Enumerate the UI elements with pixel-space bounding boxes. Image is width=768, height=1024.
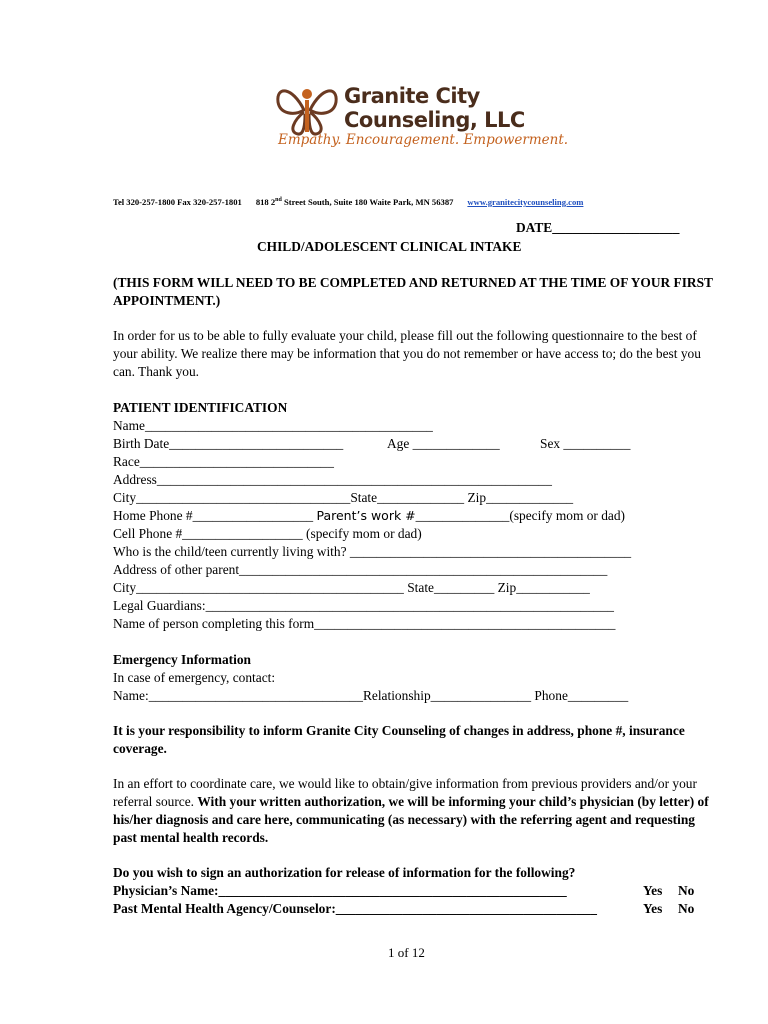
emergency-contact-field[interactable]: Name:________________________________Relationship_______________ Phone_________ [113,688,629,703]
tel-fax: Tel 320-257-1800 Fax 320-257-1801 [113,197,242,207]
page-number: 1 of 12 [388,945,425,960]
sex-field[interactable]: Sex __________ [540,436,631,451]
company-logo [272,74,569,164]
patient-name-field[interactable]: Name___________________________________________ [113,418,433,433]
logo-line-1: Granite City [344,84,480,108]
race-field[interactable]: Race_____________________________ [113,454,334,469]
phone-row [113,507,625,524]
past-agency-yes-option[interactable]: Yes [643,901,663,916]
past-agency-no-option[interactable]: No [678,901,695,916]
other-parent-address-field[interactable]: Address of other parent_______________________________________________________ [113,562,608,577]
home-phone-field[interactable]: Home Phone #__________________ [113,508,314,523]
living-with-field[interactable]: Who is the child/teen currently living with? __________________________________________ [113,544,632,559]
completion-notice: (THIS FORM WILL NEED TO BE COMPLETED AND RETURNED AT THE TIME OF YOUR FIRST APPOINTMENT.) [113,275,713,308]
physician-yes-option[interactable]: Yes [643,883,663,898]
legal-guardians-field[interactable]: Legal Guardians:_____________________________________________________________ [113,598,614,613]
authorization-question: Do you wish to sign an authorization for release of information for the following? [113,865,576,880]
past-agency-field[interactable]: Past Mental Health Agency/Counselor:_______________________________________ [113,901,597,916]
cell-phone-field[interactable]: Cell Phone #__________________ (specify mom or dad) [113,526,422,541]
form-title: CHILD/ADOLESCENT CLINICAL INTAKE [257,239,522,254]
emergency-heading: Emergency Information [113,652,251,667]
parents-work-label: Parent’s work # [316,508,416,523]
street-address: 818 2nd Street South, Suite 180 Waite Park, MN 56387 [255,197,454,207]
address-field[interactable]: Address___________________________________________________________ [113,472,552,487]
butterfly-logo-icon [272,80,342,140]
birth-date-field[interactable]: Birth Date__________________________ [113,436,344,451]
date-field[interactable]: DATE___________________ [516,220,680,235]
age-field[interactable]: Age _____________ [387,436,500,451]
city-state-zip-field-2[interactable]: City________________________________________ State_________ Zip___________ [113,580,590,595]
city-state-zip-field[interactable]: City________________________________State_____________ Zip_____________ [113,490,574,505]
patient-identification-heading: PATIENT IDENTIFICATION [113,400,288,415]
website-link[interactable]: www.granitecitycounseling.com [467,197,584,207]
emergency-instruction: In case of emergency, contact: [113,670,276,685]
person-completing-field[interactable]: Name of person completing this form_____________________________________________ [113,616,616,631]
physician-name-field[interactable]: Physician’s Name:____________________________________________________ [113,883,567,898]
coordinate-care-paragraph: In an effort to coordinate care, we would like to obtain/give information from previous providers and/or your referral source. With your written authorization, we will be informing your child’s physician (by letter) of his/her diagnosis and care here, communicating (as necessary) with the referring agent and requesting past mental health records. [113,776,709,845]
logo-line-2: Counseling, LLC [344,108,525,132]
responsibility-statement: It is your responsibility to inform Granite City Counseling of changes in address, phone #, insurance coverage. [113,723,685,756]
logo-company-name [344,84,525,132]
contact-line [113,197,583,207]
parents-work-field[interactable]: ______________(specify mom or dad) [415,508,626,523]
physician-no-option[interactable]: No [678,883,695,898]
logo-tagline: Empathy. Encouragement. Empowerment. [278,132,569,148]
intro-paragraph: In order for us to be able to fully evaluate your child, please fill out the following questionnaire to the best of your ability. We realize there may be information that you do not remember or have access to; do the best you can. Thank you. [113,328,701,379]
